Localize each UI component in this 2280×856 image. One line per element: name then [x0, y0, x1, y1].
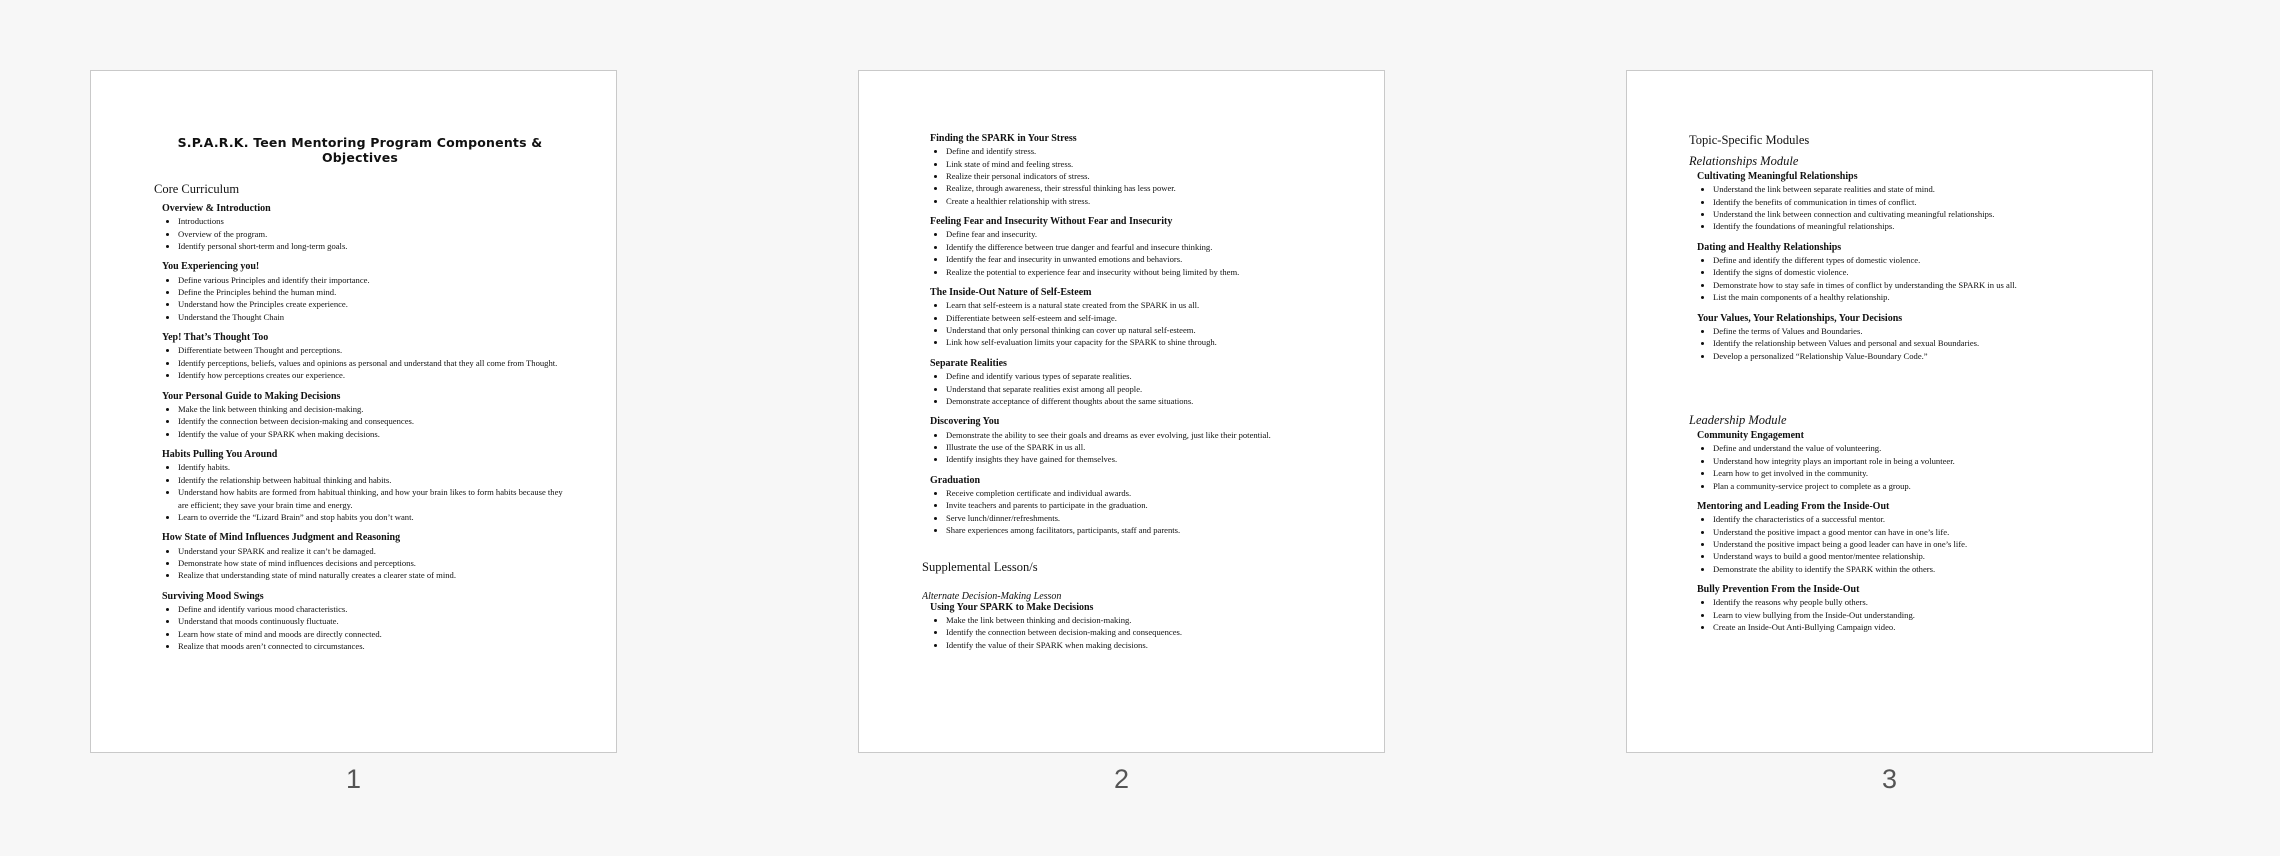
list-item: • Identify how perceptions creates our experience. — [178, 369, 566, 381]
list-item: • Define fear and insecurity. — [946, 228, 1296, 240]
page-number-1: 1 — [345, 764, 362, 794]
list-item: • Link how self-evaluation limits your capacity for the SPARK to shine through. — [946, 336, 1296, 348]
list-item: • Understand how integrity plays an important role in being a volunteer. — [1713, 455, 2112, 467]
list-item: • Create a healthier relationship with stress. — [946, 195, 1296, 207]
list-item: • Learn to override the “Lizard Brain” and stop habits you don’t want. — [178, 511, 566, 523]
bullet-list — [154, 274, 566, 324]
group-heading: Habits Pulling You Around — [162, 449, 278, 461]
group-heading: You Experiencing you! — [162, 261, 260, 273]
group-heading: Cultivating Meaningful Relationships — [1697, 171, 1858, 182]
document-page-2[interactable] — [858, 70, 1385, 753]
group-heading: Bully Prevention From the Inside-Out — [1697, 584, 1860, 596]
list-item: • Understand the link between connection and cultivating meaningful relationships. — [1713, 208, 2112, 220]
list-item: • Understand that only personal thinking can cover up natural self-esteem. — [946, 324, 1296, 336]
bullet-list — [1689, 325, 2112, 362]
list-item: • Understand that moods continuously fluctuate. — [178, 615, 566, 627]
group-heading: Your Personal Guide to Making Decisions — [162, 390, 341, 402]
list-item: • Identify the relationship between Values and personal and sexual Boundaries. — [1713, 337, 2112, 349]
page-1-groups — [154, 203, 566, 653]
list-item: • Demonstrate how to stay safe in times of conflict by understanding the SPARK in us all. — [1713, 279, 2112, 291]
list-item: • Identify insights they have gained for themselves. — [946, 453, 1296, 465]
list-item: • Understand the positive impact a good mentor can have in one’s life. — [1713, 526, 2112, 538]
list-item: • Define the terms of Values and Boundaries. — [1713, 325, 2112, 337]
group-heading: Feeling Fear and Insecurity Without Fear and Insecurity — [930, 216, 1173, 228]
list-item: • Identify the value of their SPARK when making decisions. — [946, 639, 1296, 651]
list-item: • Learn that self-esteem is a natural state created from the SPARK in us all. — [946, 299, 1296, 311]
list-item: • Identify perceptions, beliefs, values and opinions as personal and understand that they all come from Thought. — [178, 357, 566, 369]
list-item: • Learn to view bullying from the Inside-Out understanding. — [1713, 609, 2112, 621]
list-item: • Differentiate between self-esteem and self-image. — [946, 312, 1296, 324]
group-heading: Using Your SPARK to Make Decisions — [930, 601, 1094, 613]
list-item: • Invite teachers and parents to participate in the graduation. — [946, 499, 1296, 511]
group-heading: Overview & Introduction — [162, 203, 271, 214]
list-item: • Define and identify various mood characteristics. — [178, 603, 566, 615]
module-heading-relationships: Relationships Module — [1689, 154, 1799, 168]
bullet-list — [154, 461, 566, 523]
list-item: • Link state of mind and feeling stress. — [946, 158, 1296, 170]
leadership-groups — [1689, 430, 2112, 633]
list-item: • Realize, through awareness, their stressful thinking has less power. — [946, 182, 1296, 194]
list-item: • Learn how to get involved in the community. — [1713, 467, 2112, 479]
list-item: • Realize that understanding state of mind naturally creates a clearer state of mind. — [178, 569, 566, 581]
bullet-list — [922, 370, 1296, 407]
page-number-2: 2 — [1113, 764, 1130, 794]
list-item: • Overview of the program. — [178, 228, 566, 240]
list-item: • Share experiences among facilitators, participants, staff and parents. — [946, 524, 1296, 536]
bullet-list — [154, 215, 566, 252]
list-item: • Plan a community-service project to complete as a group. — [1713, 480, 2112, 492]
bullet-list — [1689, 442, 2112, 492]
bullet-list — [922, 145, 1296, 207]
section-heading: Core Curriculum — [154, 182, 240, 196]
page-1-content — [154, 135, 566, 752]
list-item: • Identify the connection between decision-making and consequences. — [178, 415, 566, 427]
bullet-list — [922, 299, 1296, 349]
group-heading: Discovering You — [930, 416, 1000, 428]
page-number-3: 3 — [1881, 764, 1898, 794]
list-item: • Identify the signs of domestic violence. — [1713, 266, 2112, 278]
bullet-list — [154, 545, 566, 582]
list-item: • Learn how state of mind and moods are directly connected. — [178, 628, 566, 640]
group-heading: Your Values, Your Relationships, Your Decisions — [1697, 312, 1903, 324]
page-2-groups — [922, 133, 1296, 537]
list-item: • Realize the potential to experience fear and insecurity without being limited by them. — [946, 266, 1296, 278]
list-item: • Understand your SPARK and realize it can’t be damaged. — [178, 545, 566, 557]
group-heading: Yep! That’s Thought Too — [162, 332, 269, 344]
list-item: • Understand the Thought Chain — [178, 311, 566, 323]
page-2-content — [922, 133, 1296, 752]
group-heading: How State of Mind Influences Judgment and Reasoning — [162, 532, 401, 544]
group-heading: Graduation — [930, 474, 981, 486]
bullet-list — [1689, 254, 2112, 304]
module-heading-leadership: Leadership Module — [1689, 413, 1787, 428]
list-item: • Differentiate between Thought and perceptions. — [178, 344, 566, 356]
list-item: • Identify the foundations of meaningful relationships. — [1713, 220, 2112, 232]
list-item: • Serve lunch/dinner/refreshments. — [946, 512, 1296, 524]
alternate-lesson-title: Alternate Decision-Making Lesson — [922, 590, 1062, 602]
list-item: • Identify the benefits of communication in times of conflict. — [1713, 196, 2112, 208]
document-title: S.P.A.R.K. Teen Mentoring Program Components & Objectives — [177, 135, 543, 165]
list-item: • Demonstrate how state of mind influences decisions and perceptions. — [178, 557, 566, 569]
bullet-list — [1689, 596, 2112, 633]
bullet-list — [154, 403, 566, 440]
list-item: • Identify personal short-term and long-term goals. — [178, 240, 566, 252]
list-item: • Define and understand the value of volunteering. — [1713, 442, 2112, 454]
page-3-content — [1689, 133, 2112, 752]
list-item: • Introductions — [178, 215, 566, 227]
list-item: • Understand that separate realities exist among all people. — [946, 383, 1296, 395]
bullet-list — [1689, 183, 2112, 233]
list-item: • Define and identify various types of separate realities. — [946, 370, 1296, 382]
list-item: • Make the link between thinking and decision-making. — [946, 614, 1296, 626]
relationships-groups — [1689, 171, 2112, 362]
list-item: • Understand the link between separate realities and state of mind. — [1713, 183, 2112, 195]
list-item: • Understand the positive impact being a good leader can have in one’s life. — [1713, 538, 2112, 550]
list-item: • Receive completion certificate and individual awards. — [946, 487, 1296, 499]
group-heading: Separate Realities — [930, 357, 1007, 369]
bullet-list — [922, 429, 1296, 466]
list-item: • Identify the value of your SPARK when making decisions. — [178, 428, 566, 440]
list-item: • Realize that moods aren’t connected to circumstances. — [178, 640, 566, 652]
list-item: • Define and identify stress. — [946, 145, 1296, 157]
list-item: • Make the link between thinking and decision-making. — [178, 403, 566, 415]
group-heading: Community Engagement — [1697, 430, 1804, 442]
list-item: • Demonstrate acceptance of different thoughts about the same situations. — [946, 395, 1296, 407]
list-item: • Create an Inside-Out Anti-Bullying Campaign video. — [1713, 621, 2112, 633]
supplemental-heading: Supplemental Lesson/s — [922, 559, 1038, 574]
bullet-list — [922, 614, 1296, 651]
group-heading: Mentoring and Leading From the Inside-Out — [1697, 500, 1890, 512]
list-item: • Understand how habits are formed from habitual thinking, and how your brain likes to form habits because they are efficient; they save your brain time and energy. — [178, 486, 566, 511]
group-heading: Surviving Mood Swings — [162, 590, 264, 602]
list-item: • Demonstrate the ability to identify the SPARK within the others. — [1713, 563, 2112, 575]
list-item: • Define the Principles behind the human mind. — [178, 286, 566, 298]
bullet-list — [154, 603, 566, 653]
group-heading: The Inside-Out Nature of Self-Esteem — [930, 287, 1092, 299]
list-item: • Develop a personalized “Relationship Value-Boundary Code.” — [1713, 350, 2112, 362]
list-item: • Understand ways to build a good mentor/mentee relationship. — [1713, 550, 2112, 562]
document-page-1[interactable] — [90, 70, 617, 753]
list-item: • Identify the reasons why people bully others. — [1713, 596, 2112, 608]
list-item: • Identify the difference between true danger and fearful and insecure thinking. — [946, 241, 1296, 253]
list-item: • Define and identify the different types of domestic violence. — [1713, 254, 2112, 266]
list-item: • Illustrate the use of the SPARK in us all. — [946, 441, 1296, 453]
list-item: • Demonstrate the ability to see their goals and dreams as ever evolving, just like their potential. — [946, 429, 1296, 441]
bullet-list — [922, 228, 1296, 278]
group-heading: Finding the SPARK in Your Stress — [930, 133, 1077, 144]
list-item: • Identify habits. — [178, 461, 566, 473]
list-item: • Identify the connection between decision-making and consequences. — [946, 626, 1296, 638]
list-item: • List the main components of a healthy relationship. — [1713, 291, 2112, 303]
bullet-list — [1689, 513, 2112, 575]
list-item: • Understand how the Principles create experience. — [178, 298, 566, 310]
list-item: • Realize their personal indicators of stress. — [946, 170, 1296, 182]
list-item: • Identify the characteristics of a successful mentor. — [1713, 513, 2112, 525]
bullet-list — [922, 487, 1296, 537]
section-heading: Topic-Specific Modules — [1689, 133, 1810, 147]
group-heading: Dating and Healthy Relationships — [1697, 241, 1842, 253]
list-item: • Identify the relationship between habitual thinking and habits. — [178, 474, 566, 486]
list-item: • Identify the fear and insecurity in unwanted emotions and behaviors. — [946, 253, 1296, 265]
bullet-list — [154, 344, 566, 381]
list-item: • Define various Principles and identify their importance. — [178, 274, 566, 286]
document-page-3[interactable] — [1626, 70, 2153, 753]
